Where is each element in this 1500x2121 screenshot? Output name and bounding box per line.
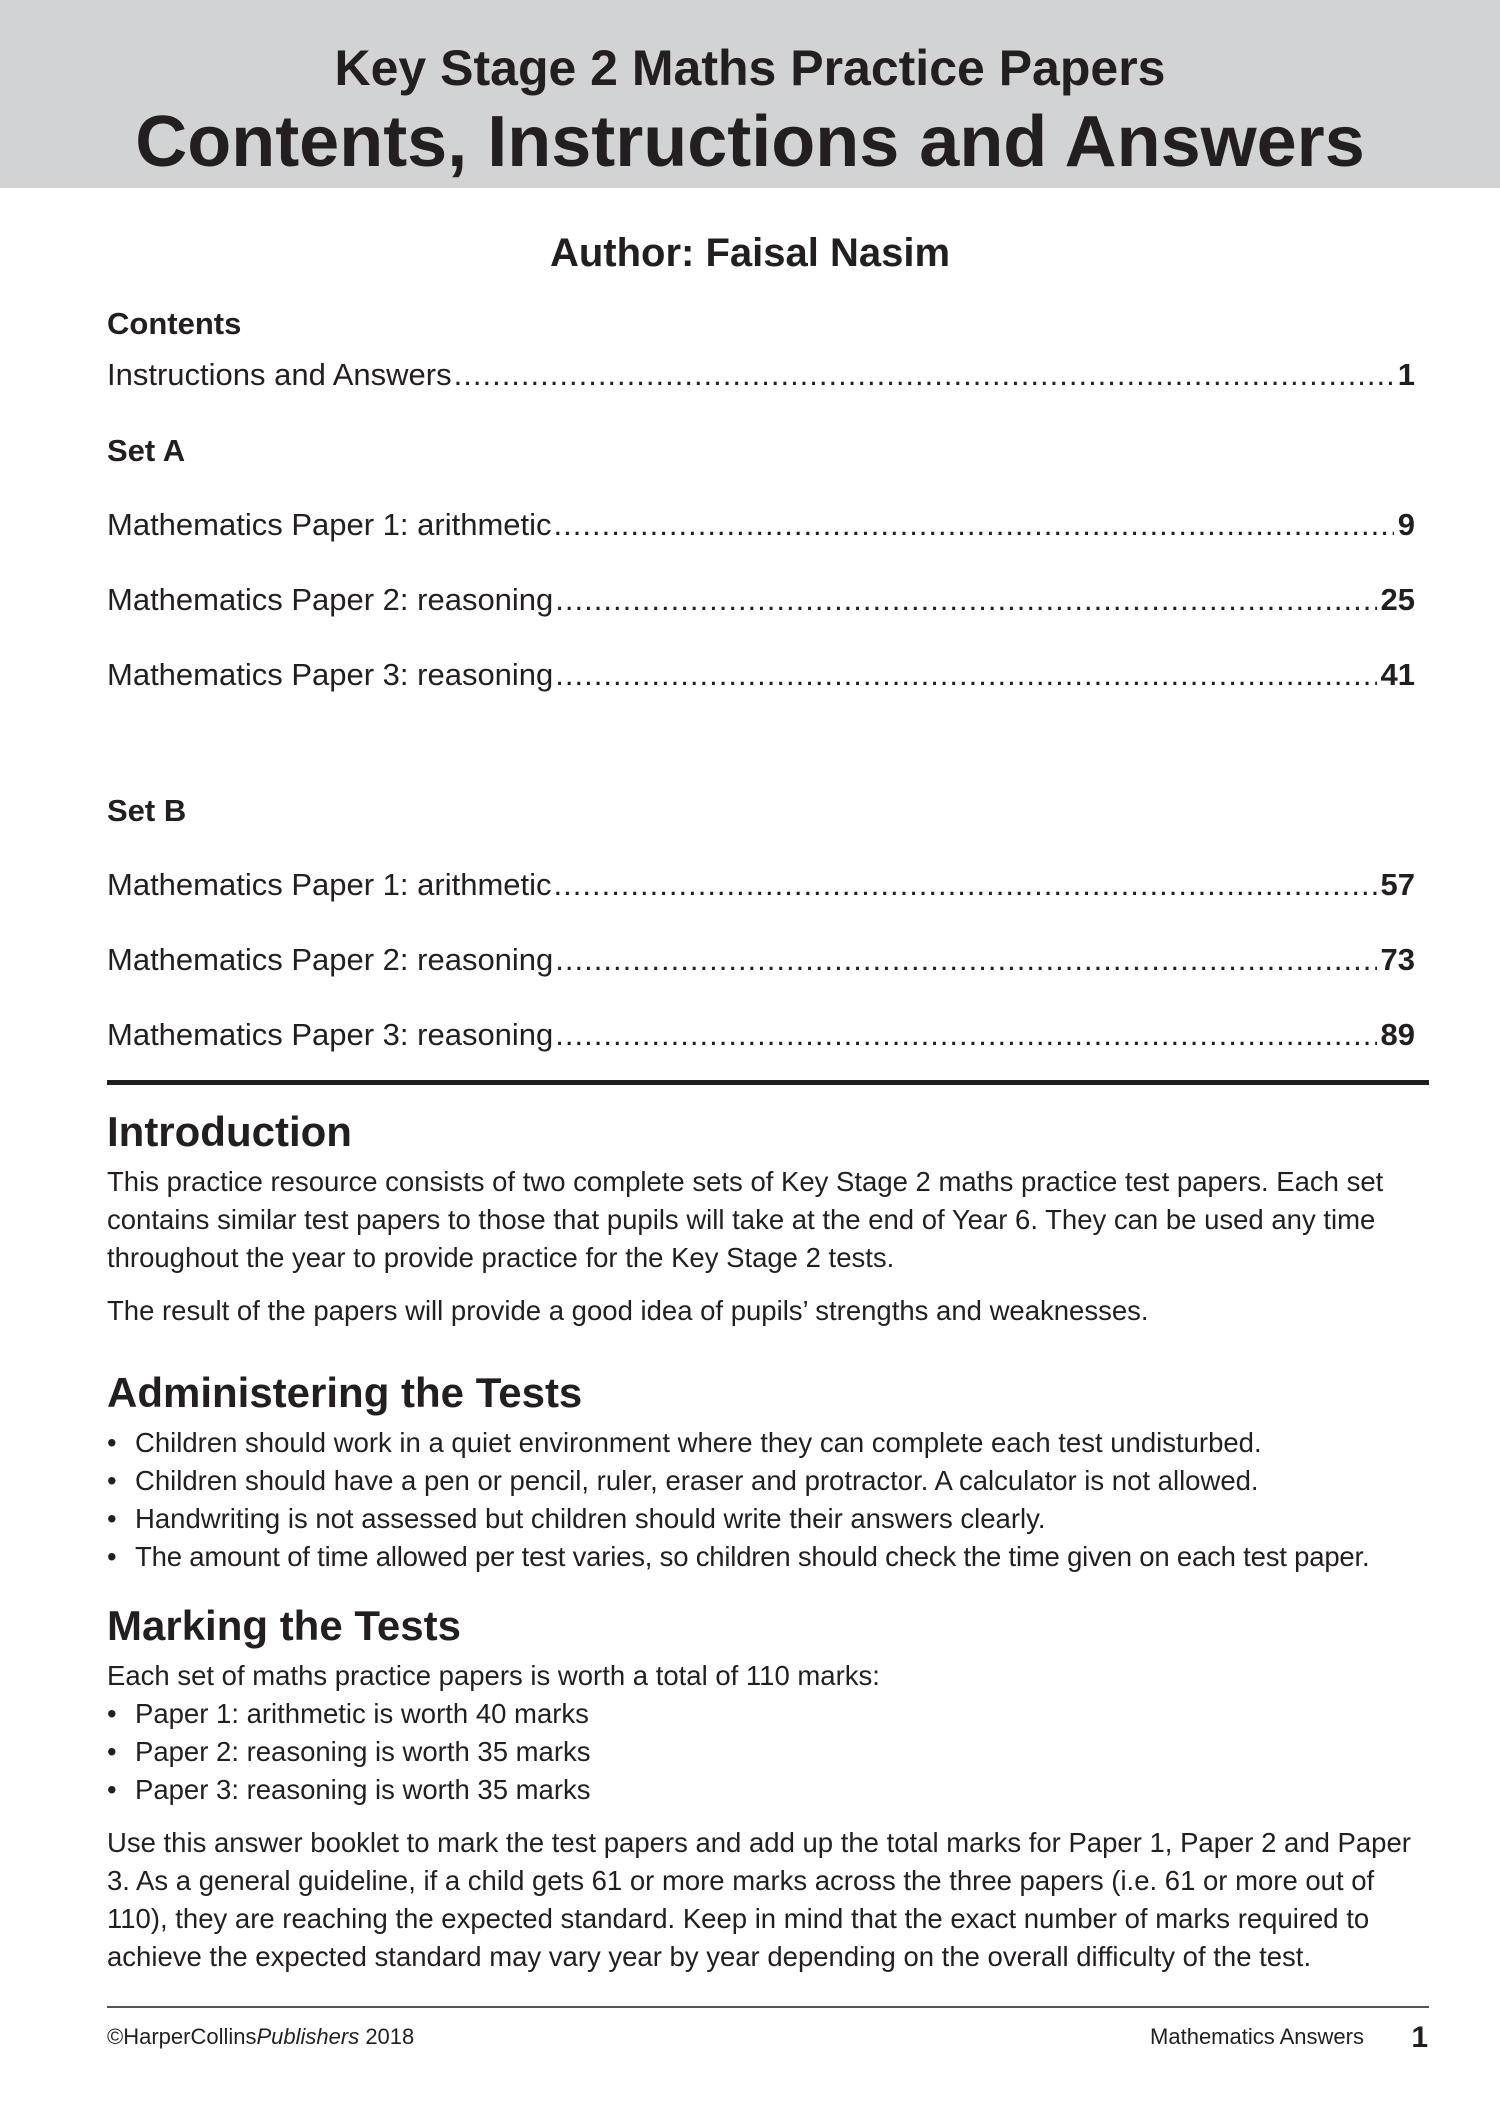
- toc-entry-set-a-paper-2[interactable]: [107, 580, 1415, 620]
- toc-entry-label: Instructions and Answers: [107, 357, 452, 392]
- toc-leader-dots: [555, 580, 1376, 620]
- set-b-heading: Set B: [107, 793, 187, 828]
- toc-entry-label: Mathematics Paper 3: reasoning: [107, 657, 554, 692]
- list-item: • The amount of time allowed per test varies, so children should check the time given on each test paper.: [107, 1538, 1437, 1576]
- list-item: • Paper 3: reasoning is worth 35 marks: [107, 1771, 1437, 1809]
- toc-entry-page: 1: [1397, 357, 1415, 392]
- toc-leader-dots: [554, 505, 1394, 545]
- list-item: • Children should have a pen or pencil, ruler, eraser and protractor. A calculator is not allowed.: [107, 1462, 1437, 1500]
- administering-heading: Administering the Tests: [107, 1369, 583, 1416]
- list-item: • Handwriting is not assessed but children should write their answers clearly.: [107, 1500, 1437, 1538]
- toc-leader-dots: [555, 1015, 1376, 1055]
- footer-page-number: 1: [1411, 2021, 1428, 2054]
- toc-leader-dots: [555, 655, 1376, 695]
- author-line: Author: Faisal Nasim: [549, 231, 951, 275]
- toc-entry-label: Mathematics Paper 2: reasoning: [107, 582, 554, 617]
- introduction-heading: Introduction: [107, 1108, 352, 1155]
- toc-entry-set-b-paper-3[interactable]: [107, 1015, 1415, 1055]
- set-a-heading: Set A: [107, 433, 186, 468]
- toc-entry-set-a-paper-1[interactable]: [107, 505, 1415, 545]
- list-item: • Paper 2: reasoning is worth 35 marks: [107, 1733, 1437, 1771]
- document-subtitle: Key Stage 2 Maths Practice Papers: [334, 40, 1166, 96]
- footer-section-label: Mathematics Answers: [1150, 2024, 1364, 2049]
- toc-entry-set-a-paper-3[interactable]: [107, 655, 1415, 695]
- toc-entry-page: 73: [1380, 942, 1415, 977]
- footer-divider: [107, 2006, 1429, 2008]
- toc-entry-instructions[interactable]: [107, 355, 1415, 395]
- toc-leader-dots: [555, 940, 1376, 980]
- marking-list: [107, 1695, 1437, 1809]
- introduction-paragraph-2: The result of the papers will provide a good idea of pupils’ strengths and weaknesses.: [107, 1295, 1149, 1326]
- toc-entry-label: Mathematics Paper 1: arithmetic: [107, 867, 552, 902]
- document-title: Contents, Instructions and Answers: [135, 102, 1365, 182]
- marking-heading: Marking the Tests: [107, 1602, 461, 1649]
- footer-copyright: [107, 2022, 414, 2052]
- list-item: • Paper 1: arithmetic is worth 40 marks: [107, 1695, 1437, 1733]
- section-divider: [107, 1080, 1429, 1085]
- toc-entry-label: Mathematics Paper 1: arithmetic: [107, 507, 552, 542]
- toc-entry-page: 57: [1380, 867, 1415, 902]
- toc-entry-label: Mathematics Paper 3: reasoning: [107, 1017, 554, 1052]
- toc-entry-page: 25: [1380, 582, 1415, 617]
- copyright-italic: Publishers: [256, 2024, 360, 2049]
- list-item: • Children should work in a quiet environment where they can complete each test undisturbed.: [107, 1424, 1437, 1462]
- toc-entry-page: 89: [1380, 1017, 1415, 1052]
- header-banner: [0, 0, 1500, 188]
- marking-closing-paragraph: Use this answer booklet to mark the test papers and add up the total marks for Paper 1, Paper 2 and Paper 3. As a general guideline, if a child gets 61 or more marks across the three papers (i.e. 61 or more out of 110), they are reaching the expected standard. Keep in mind that the exact number of marks required to achieve the expected standard may vary year by year depending on the overall difficulty of the test.: [107, 1827, 1411, 1972]
- copyright-year: 2018: [359, 2024, 415, 2049]
- marking-lead: Each set of maths practice papers is worth a total of 110 marks:: [107, 1660, 880, 1691]
- copyright-prefix: ©HarperCollins: [107, 2024, 257, 2049]
- toc-entry-set-b-paper-2[interactable]: [107, 940, 1415, 980]
- contents-heading: Contents: [107, 306, 242, 341]
- toc-entry-page: 9: [1397, 507, 1415, 542]
- toc-entry-page: 41: [1380, 657, 1415, 692]
- toc-entry-set-b-paper-1[interactable]: [107, 865, 1415, 905]
- toc-leader-dots: [554, 865, 1377, 905]
- toc-entry-label: Mathematics Paper 2: reasoning: [107, 942, 554, 977]
- administering-list: [107, 1424, 1437, 1576]
- toc-leader-dots: [454, 355, 1394, 395]
- introduction-paragraph-1: This practice resource consists of two complete sets of Key Stage 2 maths practice test papers. Each set contains similar test papers to those that pupils will take at the end of Year 6. They can be used any time throughout the year to provide practice for the Key Stage 2 tests.: [107, 1166, 1384, 1273]
